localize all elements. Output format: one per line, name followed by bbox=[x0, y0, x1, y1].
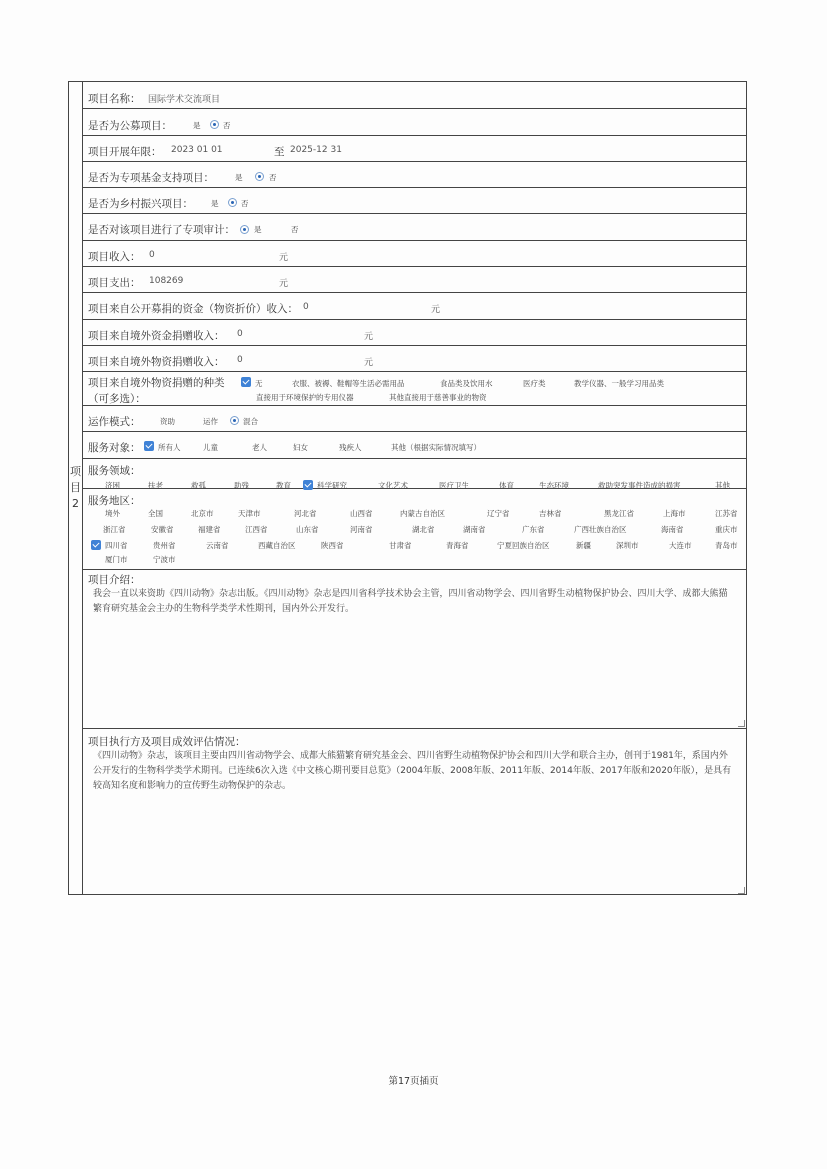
public-funds-unit: 元 bbox=[431, 305, 441, 315]
row-goods-types bbox=[83, 372, 746, 406]
audit-yes-option[interactable]: 是 bbox=[254, 225, 262, 234]
region-option[interactable]: 厦门市 bbox=[105, 555, 128, 564]
fields-option-disabled[interactable]: 助残 bbox=[234, 481, 249, 490]
region-option[interactable]: 海南省 bbox=[661, 525, 684, 534]
audit-no-option[interactable]: 否 bbox=[291, 225, 299, 234]
region-option[interactable]: 青海省 bbox=[446, 541, 469, 550]
row-public-funds bbox=[83, 293, 746, 320]
row-period bbox=[83, 136, 746, 162]
public-yes-option[interactable]: 是 bbox=[193, 121, 201, 130]
mode-option-funding[interactable]: 资助 bbox=[160, 417, 175, 426]
public-no-radio[interactable] bbox=[210, 120, 219, 129]
intro-label: 项目介绍： bbox=[88, 574, 141, 586]
region-option[interactable]: 天津市 bbox=[238, 509, 261, 518]
special-no-radio[interactable] bbox=[255, 172, 264, 181]
fields-label: 服务领域： bbox=[88, 465, 141, 477]
region-option[interactable]: 陕西省 bbox=[321, 541, 344, 550]
mode-mixed-radio[interactable] bbox=[230, 416, 239, 425]
row-audit bbox=[83, 214, 746, 241]
intro-text[interactable]: 我会一直以来资助《四川动物》杂志出版。《四川动物》杂志是四川省科学技术协会主管，四川省动物学会、四川省野生动植物保护协会、四川大学、成都大熊猫繁育研究基金会主办的生物科学类学术性期刊，国内外公开发行。 bbox=[93, 589, 728, 614]
foreign-funds-label: 项目来自境外资金捐赠收入： bbox=[88, 330, 225, 342]
region-option[interactable]: 云南省 bbox=[206, 541, 229, 550]
expense-value[interactable]: 108269 bbox=[149, 276, 184, 286]
evaluation-label: 项目执行方及项目成效评估情况： bbox=[88, 736, 246, 748]
project-name-label: 项目名称： bbox=[88, 93, 141, 105]
region-option[interactable]: 新疆 bbox=[576, 541, 591, 550]
goods-none-checkbox[interactable] bbox=[241, 377, 251, 387]
fields-option-elderly[interactable]: 扶老 bbox=[148, 481, 163, 490]
row-project-name bbox=[83, 82, 746, 109]
foreign-funds-value[interactable]: 0 bbox=[237, 329, 243, 339]
region-option[interactable]: 江西省 bbox=[245, 525, 268, 534]
region-option[interactable]: 北京市 bbox=[191, 509, 214, 518]
fields-option-health[interactable]: 医疗卫生 bbox=[439, 481, 469, 490]
goods-option-other[interactable]: 其他直接用于慈善事业的物资 bbox=[389, 393, 487, 402]
fields-option-culture[interactable]: 文化艺术 bbox=[378, 481, 408, 490]
mode-option-mixed[interactable]: 混合 bbox=[243, 417, 258, 426]
special-no-option[interactable]: 否 bbox=[269, 173, 277, 182]
region-option[interactable]: 宁波市 bbox=[153, 555, 176, 564]
rural-no-option[interactable]: 否 bbox=[241, 199, 249, 208]
fields-option-orphans[interactable]: 救孤 bbox=[191, 481, 206, 490]
region-option[interactable]: 上海市 bbox=[663, 509, 686, 518]
period-to: 至 bbox=[274, 146, 285, 158]
region-option[interactable]: 辽宁省 bbox=[487, 509, 510, 518]
goods-types-sublabel: （可多选）： bbox=[88, 393, 146, 405]
public-funds-label: 项目来自公开募捐的资金（物资折价）收入： bbox=[88, 303, 298, 315]
goods-option-teaching[interactable]: 教学仪器、一般学习用品类 bbox=[574, 379, 664, 388]
foreign-goods-label: 项目来自境外物资捐赠收入： bbox=[88, 356, 225, 368]
income-label: 项目收入： bbox=[88, 251, 141, 263]
region-option[interactable]: 广西壮族自治区 bbox=[574, 525, 627, 534]
region-option[interactable]: 深圳市 bbox=[616, 541, 639, 550]
row-intro bbox=[83, 570, 746, 729]
row-special-fund bbox=[83, 162, 746, 188]
goods-option-daily[interactable]: 衣服、被褥、鞋帽等生活必需用品 bbox=[292, 379, 405, 388]
region-option[interactable]: 山东省 bbox=[296, 525, 319, 534]
region-option[interactable]: 甘肃省 bbox=[389, 541, 412, 550]
targets-label: 服务对象： bbox=[88, 442, 141, 454]
row-expense bbox=[83, 267, 746, 293]
region-option[interactable]: 黑龙江省 bbox=[604, 509, 634, 518]
fields-option-relief[interactable]: 济困 bbox=[105, 481, 120, 490]
foreign-goods-value[interactable]: 0 bbox=[237, 355, 243, 365]
foreign-goods-unit: 元 bbox=[364, 358, 374, 368]
public-fundraising-label: 是否为公募项目： bbox=[88, 120, 172, 132]
fields-option-sports[interactable]: 体育 bbox=[499, 481, 514, 490]
targets-option-elderly[interactable]: 老人 bbox=[252, 443, 267, 452]
goods-types-label: 项目来自境外物资捐赠的种类 bbox=[88, 377, 225, 389]
income-value[interactable]: 0 bbox=[149, 250, 155, 260]
period-start[interactable]: 2023 01 01 bbox=[171, 145, 223, 155]
special-yes-option[interactable]: 是 bbox=[235, 173, 243, 182]
goods-option-environment[interactable]: 直接用于环境保护的专用仪器 bbox=[256, 393, 354, 402]
row-rural bbox=[83, 188, 746, 214]
region-option[interactable]: 西藏自治区 bbox=[258, 541, 296, 550]
goods-option-food[interactable]: 食品类及饮用水 bbox=[440, 379, 493, 388]
fields-option-science[interactable]: 科学研究 bbox=[317, 481, 347, 490]
expense-unit: 元 bbox=[279, 279, 289, 289]
row-foreign-goods bbox=[83, 346, 746, 372]
public-funds-value[interactable]: 0 bbox=[303, 302, 309, 312]
regions-label: 服务地区： bbox=[88, 495, 141, 507]
region-option[interactable]: 安徽省 bbox=[151, 525, 174, 534]
region-option[interactable]: 全国 bbox=[148, 509, 163, 518]
fields-option-education[interactable]: 教育 bbox=[276, 481, 291, 490]
region-option[interactable]: 福建省 bbox=[198, 525, 221, 534]
income-unit: 元 bbox=[279, 253, 289, 263]
fields-option-other[interactable]: 其他 bbox=[715, 481, 730, 490]
row-targets bbox=[83, 432, 746, 459]
mode-option-operation[interactable]: 运作 bbox=[203, 417, 218, 426]
expense-label: 项目支出： bbox=[88, 277, 141, 289]
resize-handle-icon[interactable] bbox=[738, 720, 745, 727]
rural-label: 是否为乡村振兴项目： bbox=[88, 198, 193, 210]
region-sichuan-checkbox[interactable] bbox=[91, 540, 101, 550]
row-income bbox=[83, 241, 746, 267]
fields-option-emergency[interactable]: 救助突发事件造成的损害 bbox=[598, 481, 681, 490]
region-option[interactable]: 湖南省 bbox=[463, 525, 486, 534]
audit-label: 是否对该项目进行了专项审计： bbox=[88, 224, 235, 236]
audit-yes-radio[interactable] bbox=[240, 225, 249, 234]
resize-handle-icon[interactable] bbox=[738, 887, 745, 894]
row-public-fundraising bbox=[83, 109, 746, 136]
mode-label: 运作模式： bbox=[88, 416, 141, 428]
region-option[interactable]: 江苏省 bbox=[715, 509, 738, 518]
special-fund-label: 是否为专项基金支持项目： bbox=[88, 172, 214, 184]
region-option[interactable]: 山西省 bbox=[350, 509, 373, 518]
row-mode bbox=[83, 406, 746, 432]
targets-option-all[interactable]: 所有人 bbox=[158, 443, 181, 452]
public-no-option[interactable]: 否 bbox=[223, 121, 231, 130]
row-evaluation bbox=[83, 729, 746, 895]
goods-option-medical[interactable]: 医疗类 bbox=[523, 379, 546, 388]
row-regions bbox=[83, 489, 746, 570]
period-label: 项目开展年限： bbox=[88, 146, 162, 158]
targets-option-women[interactable]: 妇女 bbox=[293, 443, 308, 452]
region-option[interactable]: 湖北省 bbox=[412, 525, 435, 534]
project-form bbox=[68, 81, 747, 895]
goods-option-none[interactable]: 无 bbox=[255, 379, 263, 388]
project-number-label: 项目2 bbox=[70, 465, 81, 510]
region-option[interactable]: 吉林省 bbox=[539, 509, 562, 518]
region-option[interactable]: 重庆市 bbox=[715, 525, 738, 534]
period-end[interactable]: 2025-12 31 bbox=[290, 145, 342, 155]
targets-option-disabled[interactable]: 残疾人 bbox=[339, 443, 362, 452]
targets-option-children[interactable]: 儿童 bbox=[203, 443, 218, 452]
region-option[interactable]: 大连市 bbox=[669, 541, 692, 550]
evaluation-text[interactable]: 《四川动物》杂志，该项目主要由四川省动物学会、成都大熊猫繁育研究基金会、四川省野生动植物保护协会和四川大学和联合主办，创刊于1981年，系国内外公开发行的生物科学类学术期刊。已连续6次入选《中文核心期刊要目总览》（2004年版、2008年版、2011年版、2014年版、2017年版和2020年版），是具有较高知名度和影响力的宣传野生动物保护的杂志。 bbox=[93, 751, 732, 791]
region-option[interactable]: 广东省 bbox=[522, 525, 545, 534]
region-option[interactable]: 内蒙古自治区 bbox=[400, 509, 445, 518]
page-footer: 第17页插页 bbox=[388, 1076, 439, 1087]
row-foreign-funds bbox=[83, 320, 746, 346]
rural-no-radio[interactable] bbox=[228, 198, 237, 207]
foreign-funds-unit: 元 bbox=[364, 332, 374, 342]
fields-option-ecology[interactable]: 生态环境 bbox=[539, 481, 569, 490]
region-option[interactable]: 四川省 bbox=[105, 541, 128, 550]
region-option[interactable]: 浙江省 bbox=[103, 525, 126, 534]
row-fields bbox=[83, 459, 746, 489]
region-option[interactable]: 河南省 bbox=[350, 525, 373, 534]
targets-all-checkbox[interactable] bbox=[144, 441, 154, 451]
region-option[interactable]: 宁夏回族自治区 bbox=[497, 541, 550, 550]
project-name-value[interactable]: 国际学术交流项目 bbox=[148, 95, 221, 105]
region-option[interactable]: 贵州省 bbox=[153, 541, 176, 550]
region-option[interactable]: 境外 bbox=[105, 509, 120, 518]
project-side-column bbox=[69, 82, 83, 894]
region-option[interactable]: 河北省 bbox=[294, 509, 317, 518]
region-option[interactable]: 青岛市 bbox=[715, 541, 738, 550]
rural-yes-option[interactable]: 是 bbox=[211, 199, 219, 208]
targets-option-other[interactable]: 其他（根据实际情况填写） bbox=[391, 443, 481, 452]
